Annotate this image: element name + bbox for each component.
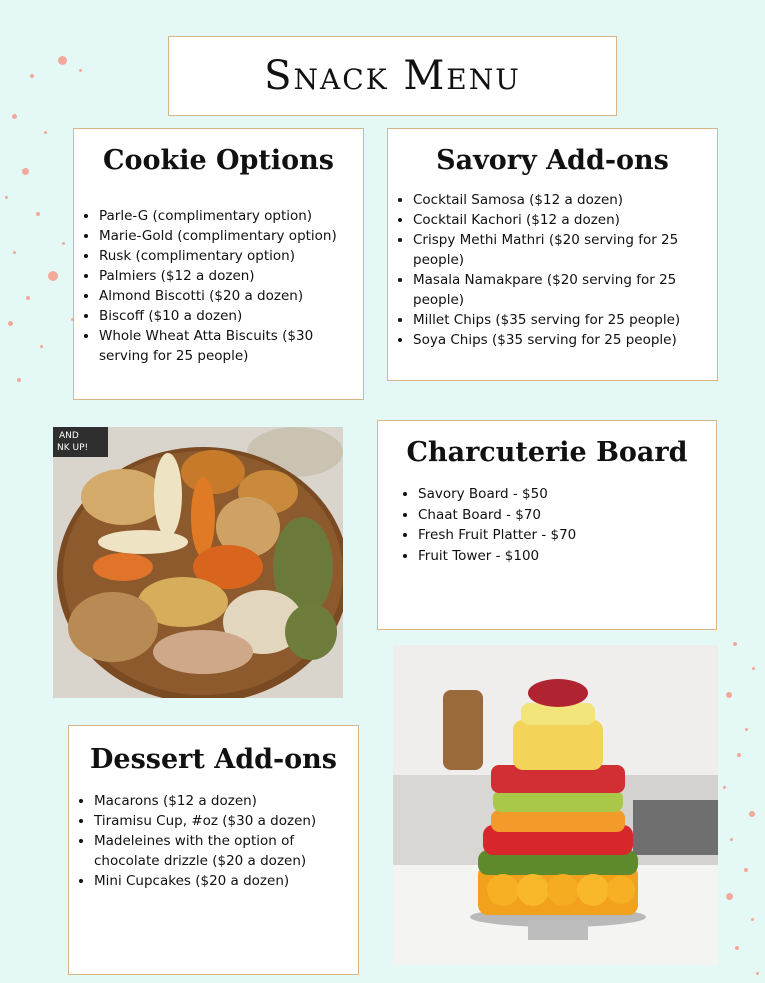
savory-addons-card bbox=[387, 128, 718, 381]
page-title: Snack Menu bbox=[264, 53, 521, 99]
list-item: • Cocktail Samosa ($12 a dozen) bbox=[413, 190, 717, 210]
savory-addons-list bbox=[388, 190, 717, 350]
svg-text:NK UP!: NK UP! bbox=[57, 443, 89, 453]
list-item: • Fresh Fruit Platter - $70 bbox=[418, 525, 716, 546]
fruit-tower-photo bbox=[393, 645, 718, 965]
cookie-options-card bbox=[73, 128, 364, 400]
title-box bbox=[168, 36, 617, 116]
list-item: • Tiramisu Cup, #oz ($30 a dozen) bbox=[94, 811, 358, 831]
list-item: • Marie-Gold (complimentary option) bbox=[99, 226, 363, 246]
list-item: • Almond Biscotti ($20 a dozen) bbox=[99, 286, 363, 306]
list-item: • Madeleines with the option of chocolate drizzle ($20 a dozen) bbox=[94, 831, 358, 871]
list-item: • Masala Namakpare ($20 serving for 25 people) bbox=[413, 270, 717, 310]
list-item: • Crispy Methi Mathri ($20 serving for 25 people) bbox=[413, 230, 717, 270]
list-item: • Savory Board - $50 bbox=[418, 484, 716, 505]
list-item: • Rusk (complimentary option) bbox=[99, 246, 363, 266]
charcuterie-board-card bbox=[377, 420, 717, 630]
list-item: • Soya Chips ($35 serving for 25 people) bbox=[413, 330, 717, 350]
list-item: • Millet Chips ($35 serving for 25 people) bbox=[413, 310, 717, 330]
list-item: • Cocktail Kachori ($12 a dozen) bbox=[413, 210, 717, 230]
list-item: • Macarons ($12 a dozen) bbox=[94, 791, 358, 811]
cookie-options-list bbox=[74, 206, 363, 366]
dessert-addons-card bbox=[68, 725, 359, 975]
savory-addons-heading: Savory Add-ons bbox=[436, 145, 669, 176]
dessert-addons-list bbox=[69, 791, 358, 891]
list-item: • Mini Cupcakes ($20 a dozen) bbox=[94, 871, 358, 891]
dessert-addons-heading: Dessert Add-ons bbox=[89, 744, 338, 775]
list-item: • Palmiers ($12 a dozen) bbox=[99, 266, 363, 286]
list-item: • Parle-G (complimentary option) bbox=[99, 206, 363, 226]
charcuterie-platter-photo bbox=[53, 427, 343, 698]
list-item: • Chaat Board - $70 bbox=[418, 505, 716, 526]
list-item: • Biscoff ($10 a dozen) bbox=[99, 306, 363, 326]
charcuterie-board-heading: Charcuterie Board bbox=[406, 437, 688, 468]
list-item: • Whole Wheat Atta Biscuits ($30 serving for 25 people) bbox=[99, 326, 363, 366]
cookie-options-heading: Cookie Options bbox=[102, 145, 335, 176]
list-item: • Fruit Tower - $100 bbox=[418, 546, 716, 567]
platter-sign-text: AND bbox=[59, 431, 79, 441]
charcuterie-board-list bbox=[378, 484, 716, 566]
